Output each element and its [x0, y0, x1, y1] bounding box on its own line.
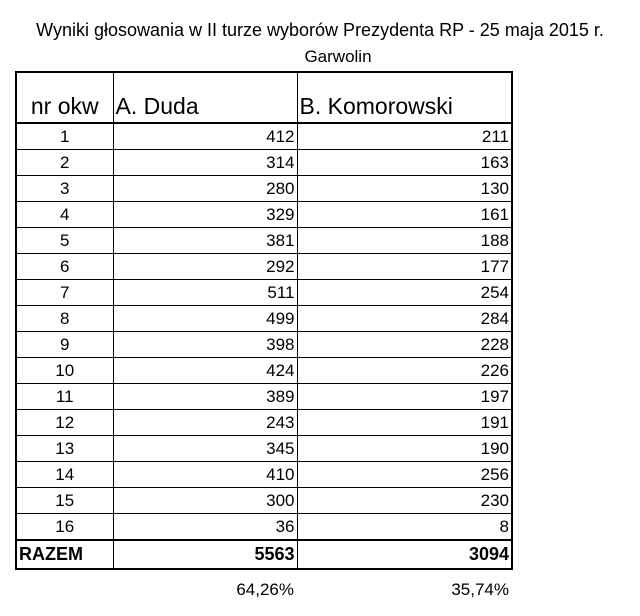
total-label: RAZEM	[16, 540, 113, 569]
table-row	[16, 202, 512, 228]
komorowski-votes: 211	[297, 123, 512, 150]
table-row	[16, 228, 512, 254]
table-header-row	[16, 72, 512, 123]
duda-percentage: 64,26%	[236, 580, 294, 599]
komorowski-votes: 163	[297, 150, 512, 176]
district-number: 5	[16, 228, 113, 254]
district-number: 1	[16, 123, 113, 150]
komorowski-votes: 228	[297, 332, 512, 358]
district-number: 9	[16, 332, 113, 358]
komorowski-votes: 226	[297, 358, 512, 384]
district-number: 13	[16, 436, 113, 462]
duda-votes: 280	[113, 176, 297, 202]
komorowski-votes: 230	[297, 488, 512, 514]
duda-votes: 412	[113, 123, 297, 150]
komorowski-votes: 177	[297, 254, 512, 280]
table-row	[16, 280, 512, 306]
table-row	[16, 462, 512, 488]
duda-votes: 398	[113, 332, 297, 358]
duda-votes: 389	[113, 384, 297, 410]
duda-votes: 292	[113, 254, 297, 280]
page-title: Wyniki głosowania w II turze wyborów Prezydenta RP - 25 maja 2015 r.	[36, 20, 604, 40]
komorowski-votes: 188	[297, 228, 512, 254]
komorowski-votes: 254	[297, 280, 512, 306]
komorowski-percentage: 35,74%	[451, 580, 509, 599]
page-subtitle: Garwolin	[304, 47, 372, 66]
komorowski-votes: 256	[297, 462, 512, 488]
district-number: 2	[16, 150, 113, 176]
duda-total: 5563	[113, 540, 297, 569]
district-number: 15	[16, 488, 113, 514]
table-row	[16, 358, 512, 384]
duda-votes: 410	[113, 462, 297, 488]
komorowski-votes: 190	[297, 436, 512, 462]
district-number: 10	[16, 358, 113, 384]
table-row	[16, 488, 512, 514]
table-row	[16, 332, 512, 358]
duda-votes: 381	[113, 228, 297, 254]
district-number: 11	[16, 384, 113, 410]
duda-votes: 243	[113, 410, 297, 436]
duda-votes: 36	[113, 514, 297, 541]
district-number: 8	[16, 306, 113, 332]
header-candidate-komorowski: B. Komorowski	[297, 72, 512, 123]
district-number: 6	[16, 254, 113, 280]
total-row	[16, 540, 512, 569]
table-row	[16, 436, 512, 462]
duda-votes: 345	[113, 436, 297, 462]
duda-votes: 314	[113, 150, 297, 176]
komorowski-votes: 191	[297, 410, 512, 436]
district-number: 3	[16, 176, 113, 202]
table-row	[16, 410, 512, 436]
district-number: 14	[16, 462, 113, 488]
table-row	[16, 123, 512, 150]
table-row	[16, 514, 512, 541]
komorowski-votes: 197	[297, 384, 512, 410]
table-row	[16, 150, 512, 176]
duda-votes: 300	[113, 488, 297, 514]
duda-votes: 329	[113, 202, 297, 228]
header-district-number: nr okw	[16, 72, 113, 123]
district-number: 12	[16, 410, 113, 436]
table-row	[16, 176, 512, 202]
duda-votes: 499	[113, 306, 297, 332]
table-row	[16, 384, 512, 410]
komorowski-votes: 130	[297, 176, 512, 202]
table-row	[16, 254, 512, 280]
komorowski-votes: 8	[297, 514, 512, 541]
table-row	[16, 306, 512, 332]
komorowski-total: 3094	[297, 540, 512, 569]
duda-votes: 511	[113, 280, 297, 306]
header-candidate-duda: A. Duda	[113, 72, 297, 123]
results-table	[15, 71, 513, 570]
duda-votes: 424	[113, 358, 297, 384]
komorowski-votes: 284	[297, 306, 512, 332]
komorowski-votes: 161	[297, 202, 512, 228]
district-number: 4	[16, 202, 113, 228]
district-number: 7	[16, 280, 113, 306]
district-number: 16	[16, 514, 113, 541]
